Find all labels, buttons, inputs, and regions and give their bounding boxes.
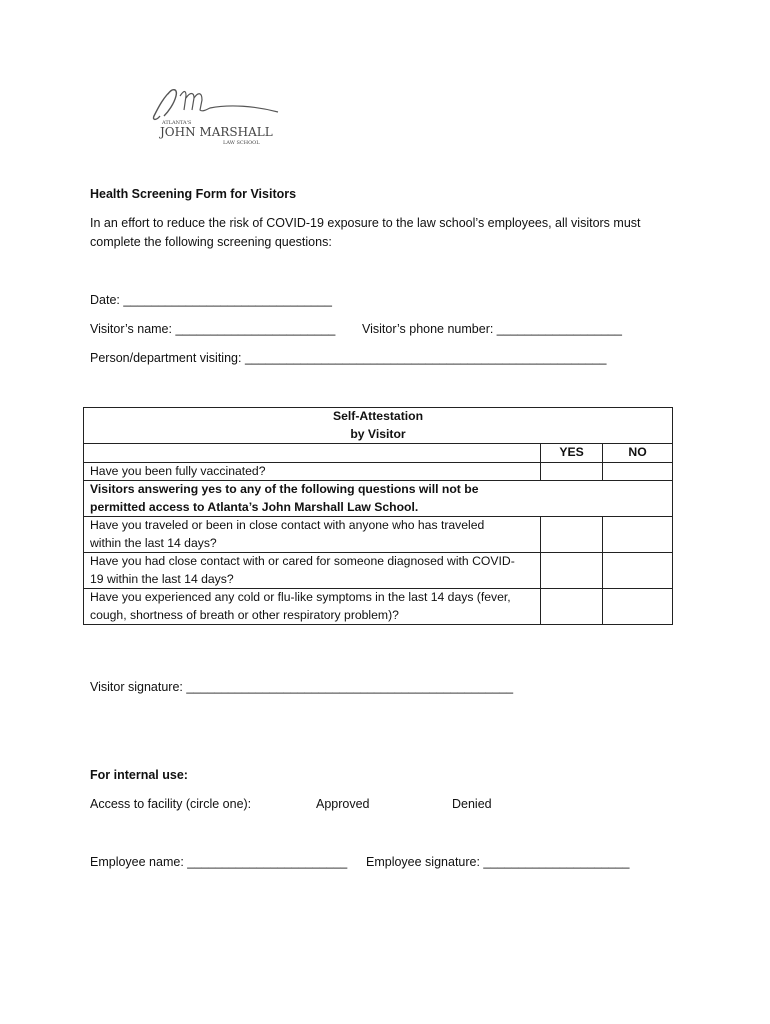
question-line: Have you had close contact with or cared for someone diagnosed with COVID- xyxy=(90,554,515,568)
internal-use-heading: For internal use: xyxy=(90,768,188,782)
question-line: within the last 14 days? xyxy=(90,535,217,550)
symptoms-no-box[interactable] xyxy=(603,589,673,625)
table-row xyxy=(84,589,673,625)
question-line: Have you traveled or been in close contact with anyone who has traveled xyxy=(90,518,485,532)
logo-law-school: LAW SCHOOL xyxy=(223,140,260,146)
law-school-logo xyxy=(150,86,285,148)
question-vaccinated: Have you been fully vaccinated? xyxy=(84,462,541,481)
access-facility-label: Access to facility (circle one): xyxy=(90,797,252,811)
intro-line-1: In an effort to reduce the risk of COVID-19 exposure to the law school’s employees, all visitors must xyxy=(90,216,641,230)
travel-no-box[interactable] xyxy=(603,517,673,553)
table-row xyxy=(84,553,673,589)
travel-yes-box[interactable] xyxy=(541,517,603,553)
date-field[interactable]: Date: ______________________________ xyxy=(90,293,332,307)
header-blank-cell xyxy=(84,444,541,463)
question-symptoms xyxy=(84,589,541,625)
table-header-row xyxy=(84,444,673,463)
denied-option[interactable]: Denied xyxy=(452,797,492,811)
no-header: NO xyxy=(603,444,673,463)
form-title: Health Screening Form for Visitors xyxy=(90,187,297,201)
employee-name-field[interactable]: Employee name: _______________________ xyxy=(90,855,348,869)
question-covid-contact xyxy=(84,553,541,589)
question-line: cough, shortness of breath or other respiratory problem)? xyxy=(90,607,399,622)
notice-line-1: Visitors answering yes to any of the following questions will not be xyxy=(90,482,479,496)
covid-contact-no-box[interactable] xyxy=(603,553,673,589)
approved-option[interactable]: Approved xyxy=(316,797,370,811)
person-department-field[interactable]: Person/department visiting: ____________________________________________________ xyxy=(90,351,607,365)
table-row xyxy=(84,517,673,553)
intro-line-2: complete the following screening questions: xyxy=(90,235,332,249)
visitor-name-field[interactable]: Visitor’s name: _______________________ xyxy=(90,322,336,336)
table-row xyxy=(84,462,673,481)
table-title-cell xyxy=(84,408,673,444)
visitor-phone-field[interactable]: Visitor’s phone number: __________________ xyxy=(362,322,622,336)
vaccinated-yes-box[interactable] xyxy=(541,462,603,481)
symptoms-yes-box[interactable] xyxy=(541,589,603,625)
table-title-line-2: by Visitor xyxy=(350,426,406,441)
self-attestation-table xyxy=(83,407,673,625)
question-line: Have you experienced any cold or flu-like symptoms in the last 14 days (fever, xyxy=(90,590,511,604)
employee-signature-field[interactable]: Employee signature: _____________________ xyxy=(366,855,630,869)
vaccinated-no-box[interactable] xyxy=(603,462,673,481)
table-notice-cell xyxy=(84,481,673,517)
table-title-line-1: Self-Attestation xyxy=(332,409,424,423)
table-title-row xyxy=(84,408,673,444)
visitor-signature-field[interactable]: Visitor signature: _______________________________________________ xyxy=(90,680,514,694)
yes-header: YES xyxy=(541,444,603,463)
covid-contact-yes-box[interactable] xyxy=(541,553,603,589)
question-line: 19 within the last 14 days? xyxy=(90,571,234,586)
logo-atlantas: ATLANTA'S xyxy=(162,120,192,126)
question-travel xyxy=(84,517,541,553)
logo-john-marshall: JOHN MARSHALL xyxy=(160,125,273,139)
notice-line-2: permitted access to Atlanta’s John Marshall Law School. xyxy=(90,499,419,514)
table-notice-row xyxy=(84,481,673,517)
